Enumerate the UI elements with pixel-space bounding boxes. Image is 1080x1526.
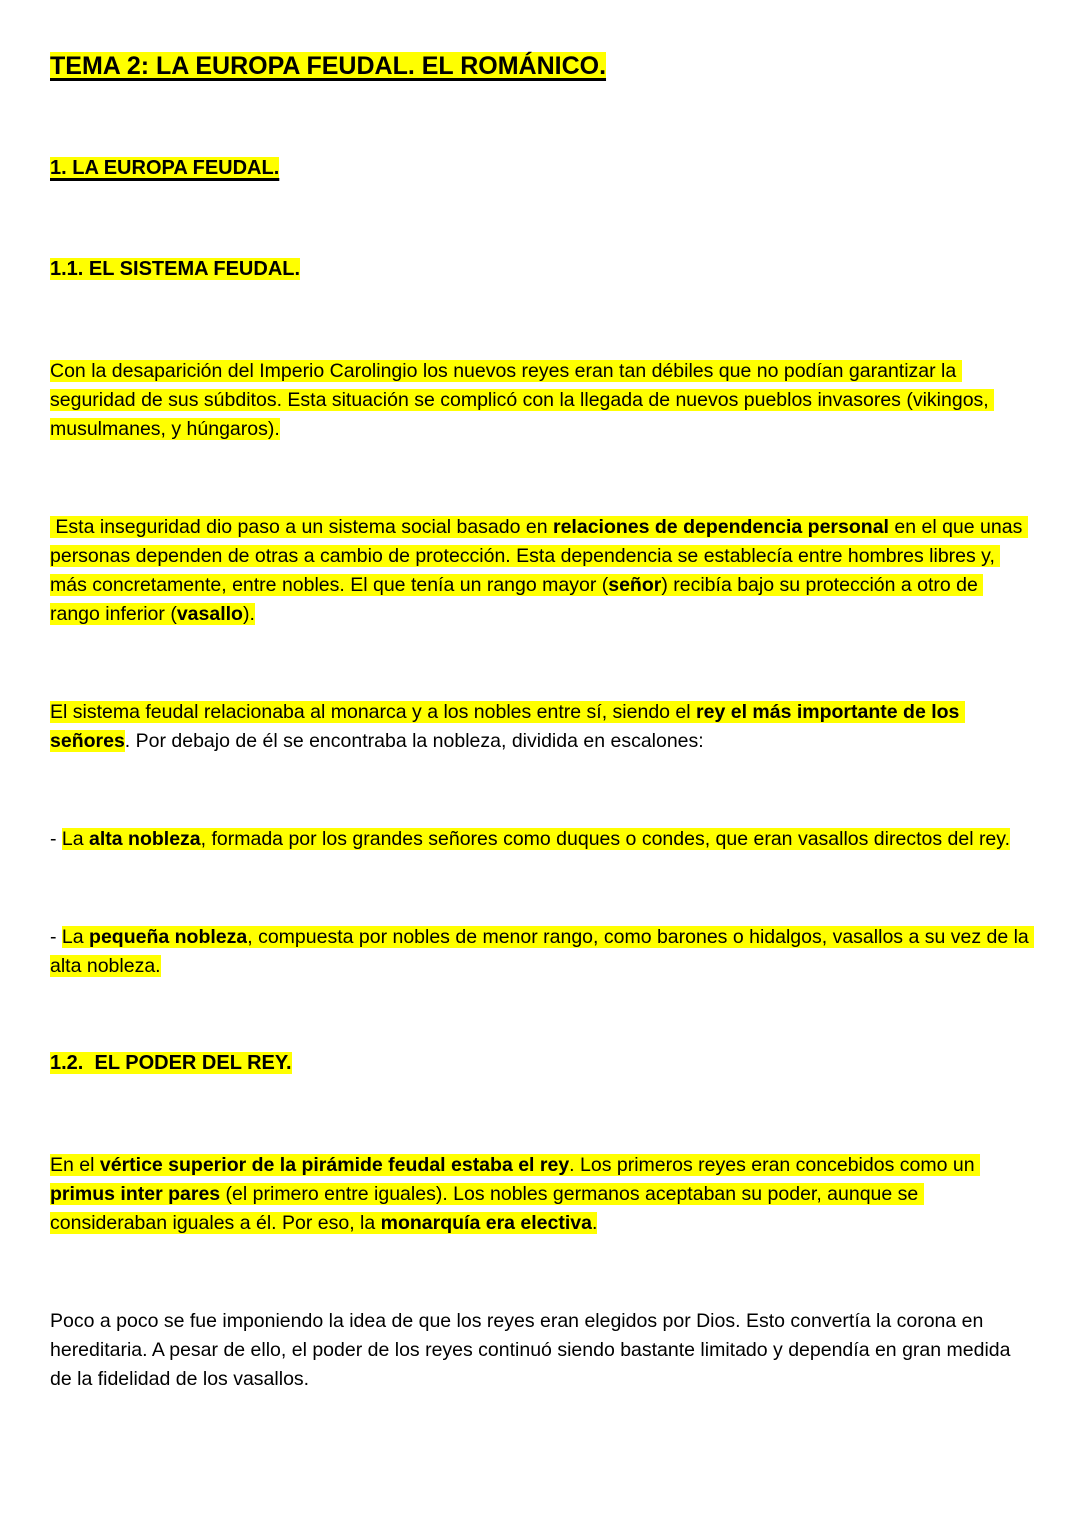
text-run: En el bbox=[50, 1154, 100, 1176]
text-run: La bbox=[61, 828, 90, 850]
paragraph-corona-hereditaria bbox=[50, 1307, 1030, 1394]
text-run: monarquía era electiva bbox=[380, 1212, 592, 1234]
text-run: TEMA 2: LA EUROPA FEUDAL. EL ROMÁNICO. bbox=[50, 52, 607, 80]
text-run: primus inter pares bbox=[50, 1183, 221, 1205]
list-item-alta-nobleza bbox=[50, 825, 1030, 854]
text-run: vértice superior de la pirámide feudal estaba el rey bbox=[99, 1154, 570, 1176]
text-run: , formada por los grandes señores como duques o condes, que eran vasallos directos del rey. bbox=[200, 828, 1011, 850]
subsection-heading-1-2 bbox=[50, 1050, 1030, 1076]
text-run: - bbox=[50, 926, 62, 948]
list-item-pequena-nobleza bbox=[50, 923, 1035, 981]
text-run: . Por debajo de él se encontraba la nobleza, dividida en escalones: bbox=[124, 730, 704, 752]
text-run: vasallo bbox=[176, 603, 243, 625]
text-run: alta nobleza bbox=[89, 828, 201, 850]
text-run: , compuesta por nobles de menor rango, como barones o hidalgos, vasallos a su vez de la alta nobleza. bbox=[50, 926, 1035, 977]
text-run: La bbox=[61, 926, 90, 948]
text-run: Poco a poco se fue imponiendo la idea de que los reyes eran elegidos por Dios. Esto convertía la corona en hereditaria. A pesar de ello, el poder de los reyes continuó siendo bastante limitado y dependía en gran medida de la fidelidad de los vasallos. bbox=[50, 1310, 1016, 1390]
text-run: en el que unas personas dependen de otras a cambio de protección. Esta dependencia se establecía entre hombres libres y, más concretamente, entre nobles. El que tenía un rango mayor ( bbox=[50, 516, 1028, 596]
text-run: relaciones de dependencia personal bbox=[553, 516, 889, 538]
text-run: 1.1. EL SISTEMA FEUDAL. bbox=[50, 258, 301, 280]
text-run: 1.2. EL PODER DEL REY. bbox=[50, 1052, 292, 1074]
text-run: ). bbox=[242, 603, 255, 625]
text-run: rey el más importante de los señores bbox=[50, 701, 965, 752]
text-run: . Los primeros reyes eran concebidos como un bbox=[569, 1154, 980, 1176]
text-run: Esta inseguridad dio paso a un sistema social basado en bbox=[50, 516, 553, 538]
text-run: pequeña nobleza bbox=[89, 926, 248, 948]
text-run: - bbox=[50, 828, 62, 850]
text-run: ) recibía bajo su protección a otro de rango inferior ( bbox=[50, 574, 984, 625]
text-run: señor bbox=[608, 574, 662, 596]
paragraph-vertice-piramide bbox=[50, 1151, 1030, 1238]
paragraph-carolingio bbox=[50, 357, 1030, 444]
text-run: (el primero entre iguales). Los nobles germanos aceptaban su poder, aunque se consideraban iguales a él. Por eso, la bbox=[50, 1183, 924, 1234]
text-run: El sistema feudal relacionaba al monarca y a los nobles entre sí, siendo el bbox=[50, 701, 697, 723]
subsection-heading-1-1 bbox=[50, 256, 1030, 282]
text-run: Con la desaparición del Imperio Carolingio los nuevos reyes eran tan débiles que no podían garantizar la seguridad de sus súbditos. Esta situación se complicó con la llegada de nuevos pueblos invasores (vikingos, musulmanes, y húngaros). bbox=[50, 360, 995, 440]
paragraph-sistema-feudal bbox=[50, 698, 1030, 756]
paragraph-dependencia bbox=[50, 513, 1030, 629]
document-title bbox=[50, 50, 1030, 82]
section-heading-1 bbox=[50, 155, 1030, 181]
text-run: . bbox=[591, 1212, 598, 1234]
text-run: 1. LA EUROPA FEUDAL. bbox=[50, 157, 280, 179]
